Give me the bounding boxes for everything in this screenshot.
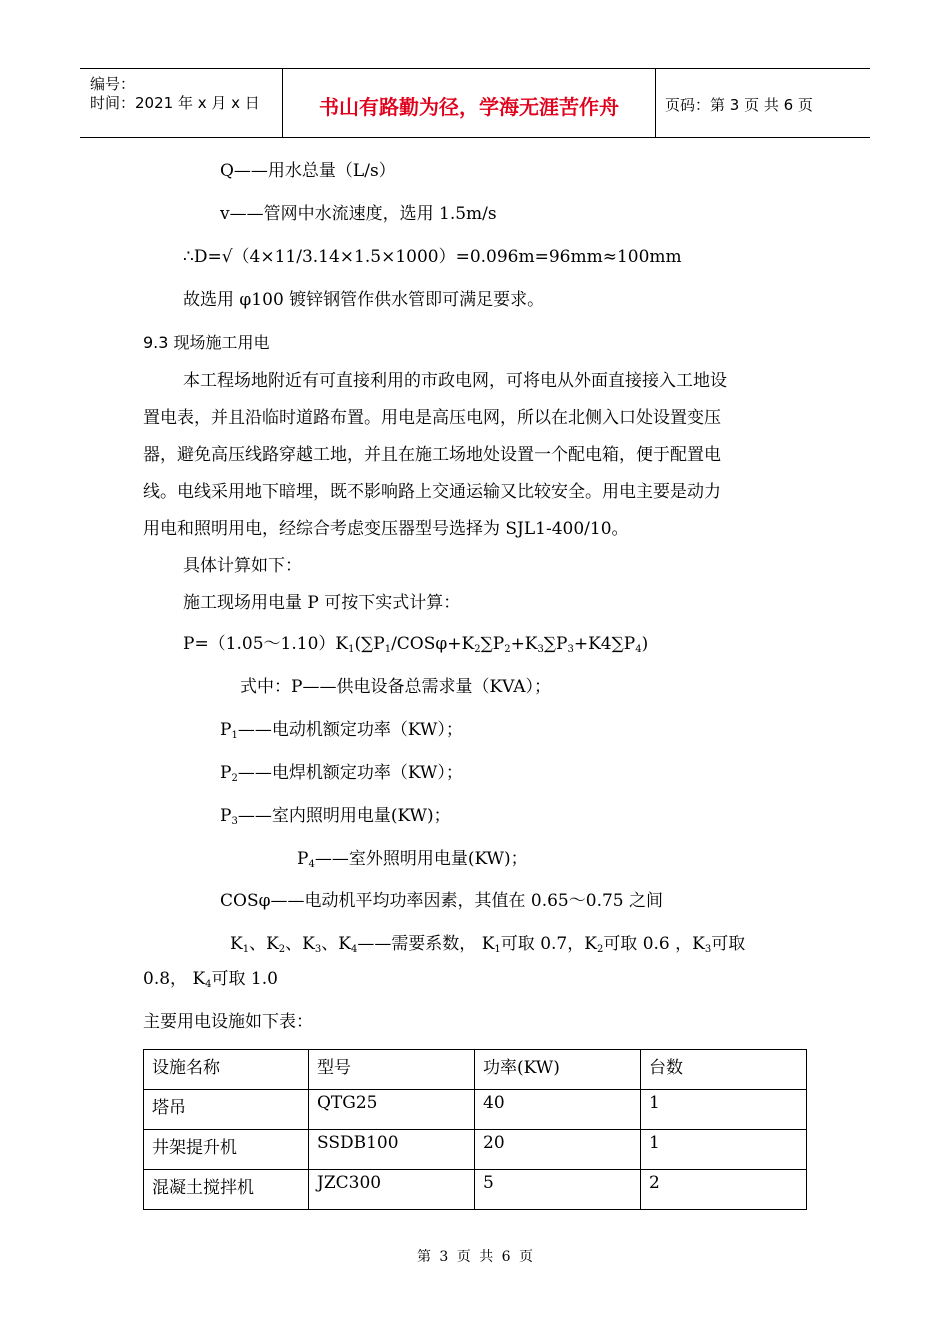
header-cell: 台数 [641,1050,807,1090]
p3-definition [220,805,451,827]
table-cell: 塔吊 [144,1090,309,1130]
table-cell: 1 [641,1130,807,1170]
header-motto-cell [282,69,656,137]
formula-part: /COSφ+K [391,634,475,654]
k-part: K [230,934,243,954]
formula-part: ∑P [543,634,568,654]
table-intro: 主要用电设施如下表： [143,1012,313,1032]
formula-part: +K [510,634,538,654]
formula-sub: 2 [504,644,511,655]
page-label: 页码：第 3 页 共 6 页 [665,96,813,114]
header-info-cell [80,69,282,137]
var-sub: 1 [231,730,238,741]
p-definition: 式中：P——供电设备总需求量（KVA）； [240,677,552,697]
p1-definition [220,719,463,741]
k-sub: 3 [704,944,712,955]
k-part: 可取 0.7，K [500,934,597,954]
k-sub: 3 [314,944,322,955]
formula-part: ) [641,634,649,654]
paragraph-line: 线。电线采用地下暗埋，既不影响路上交通运输又比较安全。用电主要是动力 [143,482,721,502]
var-desc: ——电焊机额定功率（KW）； [237,763,463,783]
table-cell: 混凝土搅拌机 [144,1170,309,1210]
k-part: 、K [321,934,351,954]
cos-definition: COSφ——电动机平均功率因素，其值在 0.65～0.75 之间 [220,891,664,911]
formula-sub: 1 [348,644,355,655]
k-part: 0.8， K [143,969,206,989]
formula-sub: 3 [567,644,574,655]
k-part: 、K [249,934,279,954]
header-cell: 功率(KW) [475,1050,641,1090]
k-sub: 2 [278,944,286,955]
section-title: 9.3 现场施工用电 [143,333,270,352]
table-cell: 1 [641,1090,807,1130]
q-definition: Q——用水总量（L/s） [220,161,396,181]
motto: 书山有路勤为径，学海无涯苦作舟 [319,95,619,119]
k-sub: 4 [205,979,212,990]
table-cell: SSDB100 [309,1130,475,1170]
var-sub: 2 [231,773,238,784]
table-row [144,1130,807,1170]
pipe-choice: 故选用 φ100 镀锌钢管作供水管即可满足要求。 [183,290,545,310]
formula-sub: 3 [537,644,544,655]
k-part: 可取 0.6 ，K [603,934,705,954]
formula-sub: 1 [384,644,392,655]
table-row [144,1170,807,1210]
paragraph-line: 用电和照明用电，经综合考虑变压器型号选择为 SJL1-400/10。 [143,519,629,539]
var-desc: ——室外照明用电量(KW)； [314,849,528,869]
paragraph-line: 器，避免高压线路穿越工地，并且在施工场地处设置一个配电箱，便于配置电 [143,445,721,465]
formula-part: ∑P [480,634,505,654]
calc-intro: 具体计算如下： [183,556,302,576]
formula-sub: 2 [474,644,481,655]
equipment-table [143,1049,807,1210]
formula-part: P=（1.05～1.10）K [183,634,349,654]
var-symbol: P [220,720,232,740]
k-part: 、K [285,934,315,954]
calc-formula-intro: 施工现场用电量 P 可按下实式计算： [183,593,461,613]
var-desc: ——电动机额定功率（KW）； [237,720,463,740]
k-sub: 2 [596,944,604,955]
k-sub: 4 [350,944,358,955]
table-row [144,1090,807,1130]
k-sub: 1 [494,944,501,955]
paragraph-line: 置电表，并且沿临时道路布置。用电是高压电网，所以在北侧入口处设置变压 [143,408,721,428]
table-cell: 5 [475,1170,641,1210]
paragraph-line: 本工程场地附近有可直接利用的市政电网，可将电从外面直接接入工地设 [183,371,727,391]
header-cell: 设施名称 [144,1050,309,1090]
page-footer: 第 3 页 共 6 页 [416,1249,534,1265]
v-definition: v——管网中水流速度，选用 1.5m/s [220,204,497,224]
number-label: 编号： [90,75,136,93]
var-symbol: P [220,806,232,826]
k-sub: 1 [242,944,250,955]
formula-sub: 4 [635,644,642,655]
table-header-row [144,1050,807,1090]
diameter-calculation: ∴D=√（4×11/3.14×1.5×1000）=0.096m=96mm≈100mm [183,247,682,267]
formula-part: (∑P [354,634,385,654]
var-sub: 4 [308,859,315,870]
k-part: ——需要系数， K [357,934,495,954]
k-definition [230,933,745,955]
var-desc: ——室内照明用电量(KW)； [237,806,451,826]
var-symbol: P [297,849,309,869]
k-definition-cont [143,968,278,990]
p4-definition [297,848,528,870]
table-cell: JZC300 [309,1170,475,1210]
power-formula [183,633,648,655]
p2-definition [220,762,463,784]
k-part: 可取 1.0 [211,969,278,989]
table-cell: QTG25 [309,1090,475,1130]
time-label: 时间：2021 年 x 月 x 日 [90,94,260,112]
header-page-cell [655,69,870,137]
k-part: 可取 [711,934,746,954]
header-cell: 型号 [309,1050,475,1090]
var-sub: 3 [231,816,238,827]
formula-part: +K4∑P [573,634,636,654]
table-cell: 40 [475,1090,641,1130]
page-header [80,68,870,138]
var-symbol: P [220,763,232,783]
table-cell: 20 [475,1130,641,1170]
table-cell: 井架提升机 [144,1130,309,1170]
table-cell: 2 [641,1170,807,1210]
